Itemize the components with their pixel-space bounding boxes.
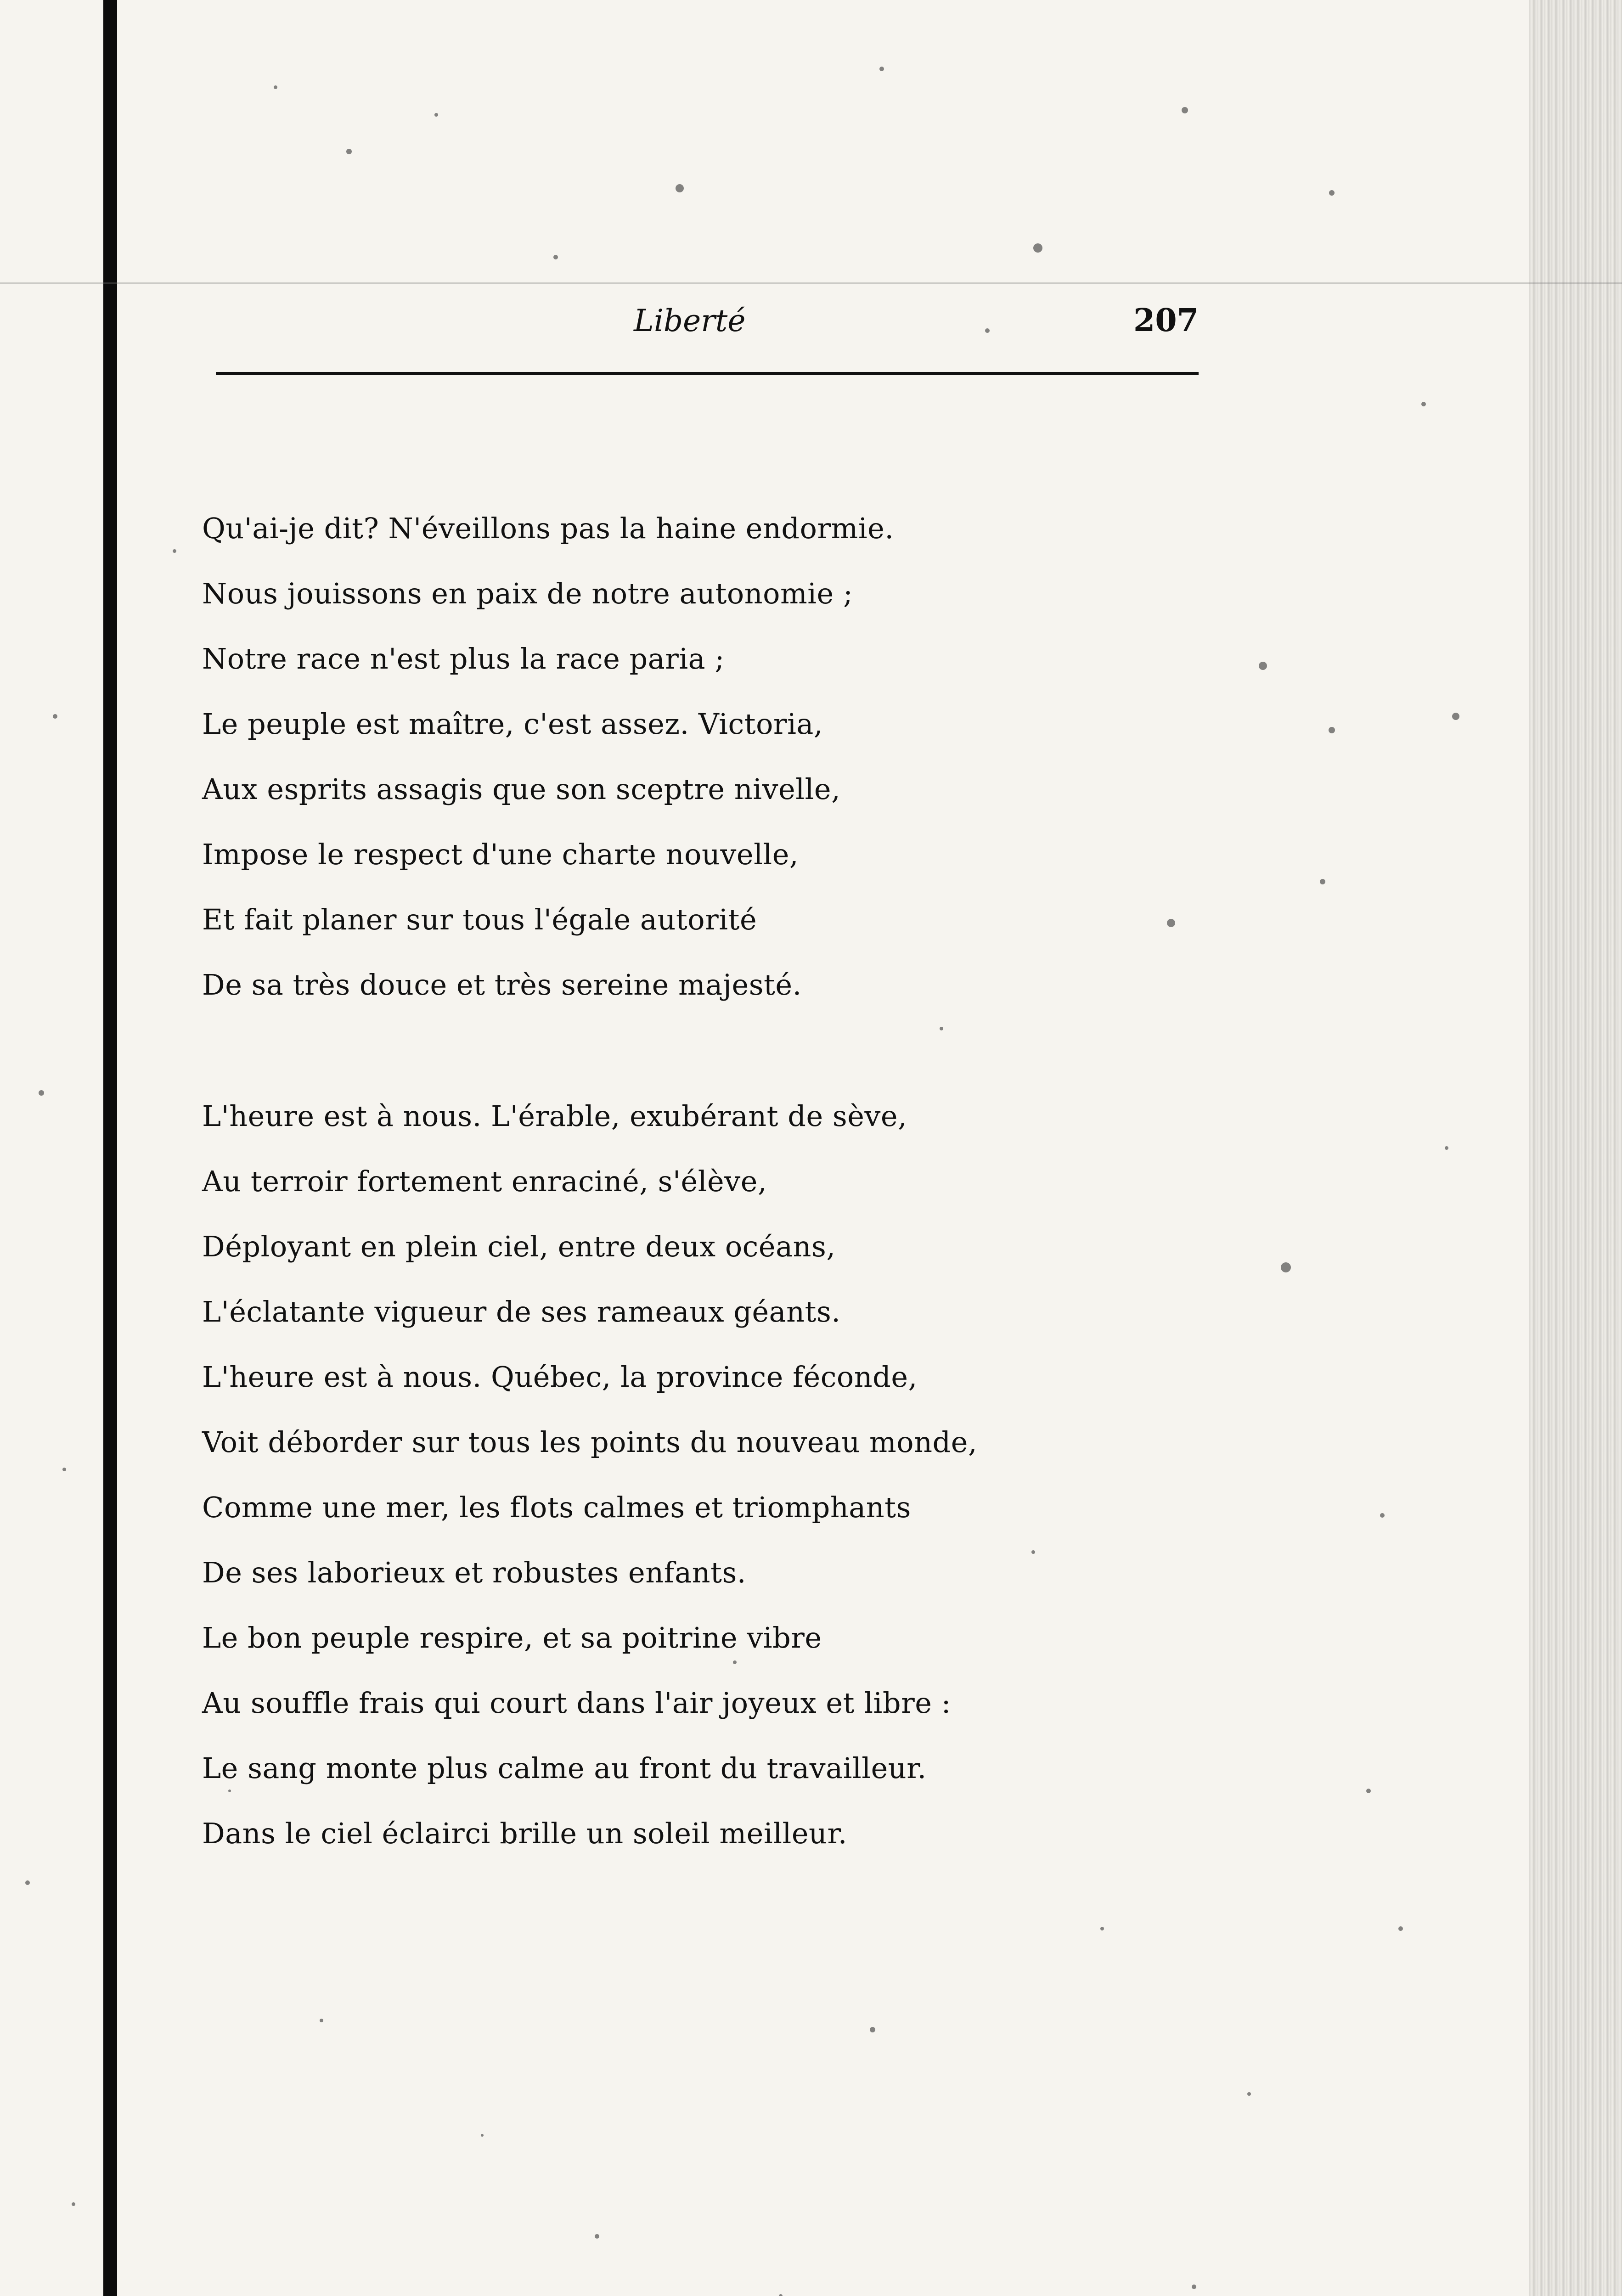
poem-stanza-2 xyxy=(202,1084,977,1866)
scan-top-line xyxy=(0,282,1622,284)
poem-line: Le peuple est maître, c'est assez. Victoria, xyxy=(202,707,823,741)
poem-line: De ses laborieux et robustes enfants. xyxy=(202,1556,746,1589)
poem-line: Qu'ai-je dit? N'éveillons pas la haine endormie. xyxy=(202,512,894,545)
page-edge-shadow xyxy=(1529,0,1622,2296)
poem-line: Et fait planer sur tous l'égale autorité xyxy=(202,903,757,936)
poem-line: Au souffle frais qui court dans l'air joyeux et libre : xyxy=(202,1686,951,1720)
running-head xyxy=(216,294,1199,354)
poem-line: Au terroir fortement enraciné, s'élève, xyxy=(202,1165,767,1198)
poem-line: Comme une mer, les flots calmes et triomphants xyxy=(202,1491,911,1524)
poem-line: L'éclatante vigueur de ses rameaux géants. xyxy=(202,1295,841,1328)
poem-line: L'heure est à nous. Québec, la province féconde, xyxy=(202,1360,918,1394)
binding-shadow xyxy=(103,0,117,2296)
poem-line: De sa très douce et très sereine majesté. xyxy=(202,968,802,1002)
poem-line: Aux esprits assagis que son sceptre nivelle, xyxy=(202,772,841,806)
poem-line: Déployant en plein ciel, entre deux océans, xyxy=(202,1230,836,1263)
poem-stanza-1 xyxy=(202,496,894,1018)
poem-line: L'heure est à nous. L'érable, exubérant de sève, xyxy=(202,1099,907,1133)
header-rule xyxy=(216,372,1199,375)
poem-line: Notre race n'est plus la race paria ; xyxy=(202,642,725,675)
poem-line: Nous jouissons en paix de notre autonomie ; xyxy=(202,577,853,610)
running-title: Liberté xyxy=(634,303,746,338)
poem-line: Le bon peuple respire, et sa poitrine vibre xyxy=(202,1621,822,1654)
poem-line: Impose le respect d'une charte nouvelle, xyxy=(202,838,799,871)
page-number: 207 xyxy=(1133,302,1199,339)
poem-line: Le sang monte plus calme au front du travailleur. xyxy=(202,1751,927,1785)
poem-line: Dans le ciel éclairci brille un soleil meilleur. xyxy=(202,1817,848,1850)
poem-line: Voit déborder sur tous les points du nouveau monde, xyxy=(202,1425,978,1459)
